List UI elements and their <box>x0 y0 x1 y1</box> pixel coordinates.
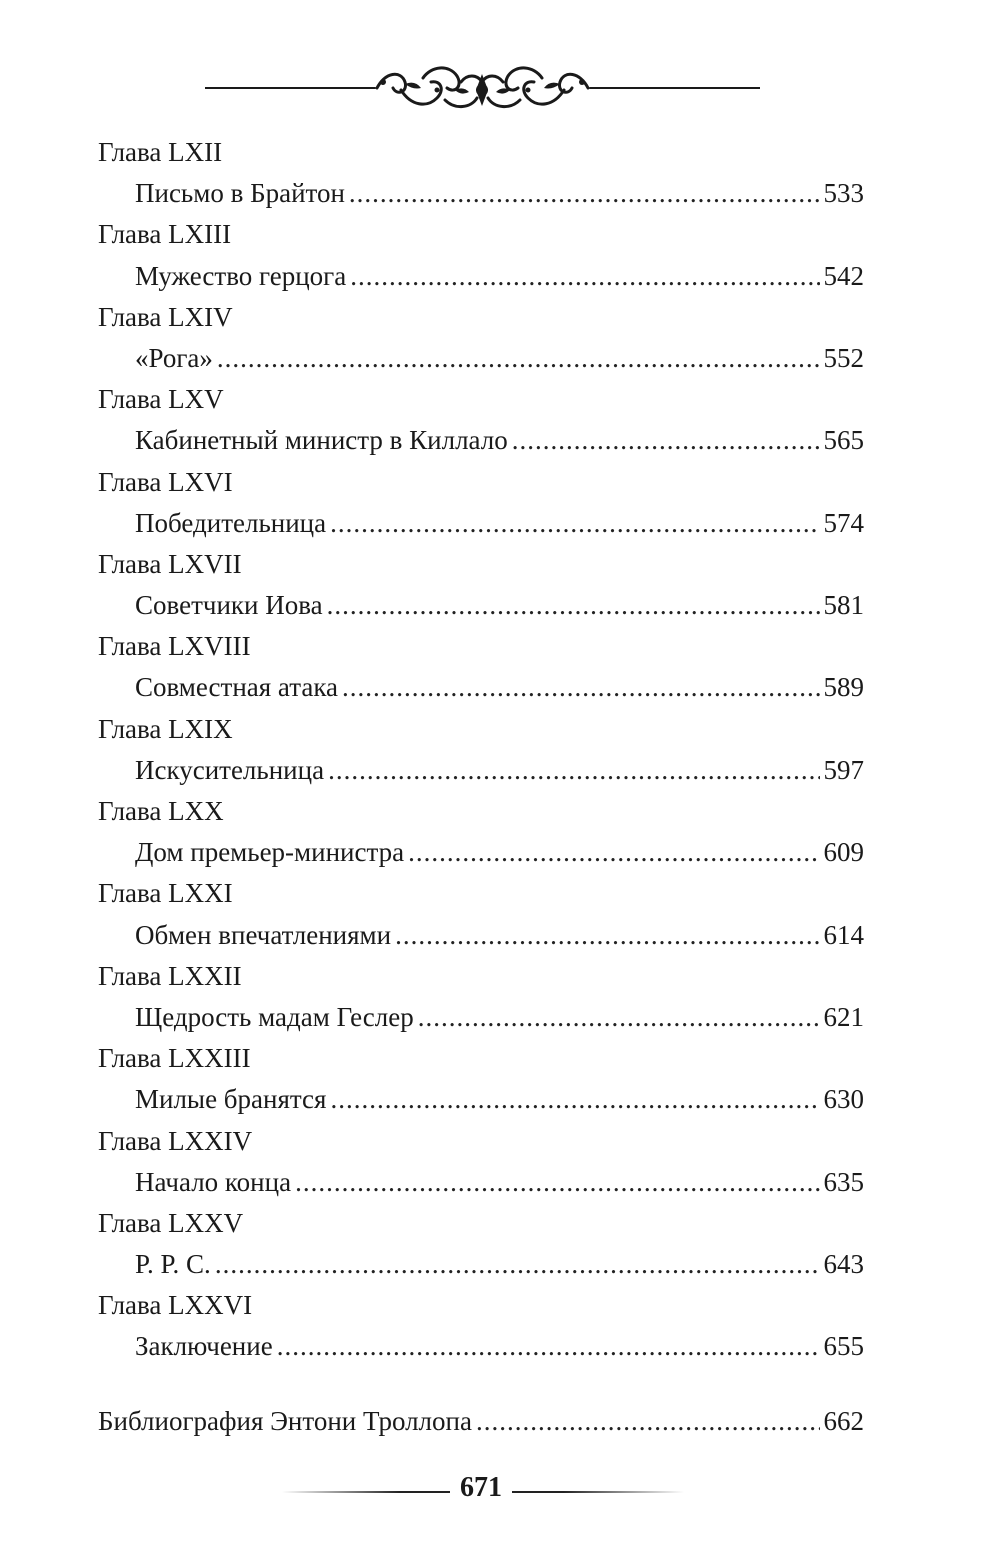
chapter-title: Заключение <box>135 1331 273 1362</box>
footer-rule-right <box>512 1491 684 1493</box>
page-reference: 630 <box>823 1084 864 1115</box>
dot-leader <box>418 997 820 1038</box>
chapter-label: Глава LXXI <box>98 878 233 909</box>
dot-leader <box>330 1079 819 1120</box>
chapter-title: Письмо в Брайтон <box>135 178 345 209</box>
page-reference: 589 <box>823 672 864 703</box>
footer-rule-left <box>282 1491 450 1493</box>
toc-chapter <box>98 544 864 626</box>
toc-entry[interactable] <box>98 338 864 379</box>
chapter-label: Глава LXVI <box>98 466 233 497</box>
dot-leader <box>395 915 819 956</box>
page-reference: 614 <box>823 919 864 950</box>
toc-entry[interactable] <box>98 750 864 791</box>
toc-chapter <box>98 1203 864 1285</box>
page-reference: 574 <box>823 507 864 538</box>
dot-leader <box>217 338 820 379</box>
chapter-label: Глава LXXII <box>98 960 242 991</box>
section-spacer <box>98 1368 864 1401</box>
table-of-contents <box>98 132 864 1442</box>
toc-entry[interactable] <box>98 1079 864 1120</box>
toc-entry[interactable] <box>98 832 864 873</box>
page-reference: 662 <box>823 1405 864 1436</box>
dot-leader <box>349 173 820 214</box>
dot-leader <box>215 1244 820 1285</box>
toc-entry[interactable] <box>98 420 864 461</box>
toc-chapter <box>98 626 864 708</box>
toc-chapter <box>98 297 864 379</box>
page-footer <box>0 1468 1000 1514</box>
page-number: 671 <box>460 1472 502 1503</box>
chapter-title: Совместная атака <box>135 672 339 703</box>
bibliography-title: Библиография Энтони Троллопа <box>98 1405 472 1436</box>
toc-chapter <box>98 1038 864 1120</box>
dot-leader <box>328 750 819 791</box>
chapter-title: Милые бранятся <box>135 1084 327 1115</box>
chapter-title: Советчики Иова <box>135 590 323 621</box>
chapter-title: Победительница <box>135 507 327 538</box>
dot-leader <box>342 667 819 708</box>
chapter-label: Глава LXVIII <box>98 631 251 662</box>
toc-entry[interactable] <box>98 667 864 708</box>
toc-entry[interactable] <box>98 1326 864 1367</box>
chapter-title: Кабинетный министр в Киллало <box>135 425 508 456</box>
chapter-label: Глава LXX <box>98 796 224 826</box>
chapter-title: «Рога» <box>135 342 213 373</box>
toc-chapter <box>98 379 864 461</box>
chapter-label: Глава LXII <box>98 137 223 167</box>
chapter-label: Глава LXXVI <box>98 1290 253 1321</box>
page-reference: 552 <box>823 342 864 373</box>
toc-entry[interactable] <box>98 915 864 956</box>
chapter-title: Искусительница <box>135 754 325 785</box>
dot-leader <box>330 503 819 544</box>
toc-entry[interactable] <box>98 1162 864 1203</box>
toc-chapter <box>98 132 864 214</box>
toc-chapter <box>98 956 864 1038</box>
toc-entry[interactable] <box>98 503 864 544</box>
toc-chapter <box>98 214 864 296</box>
toc-chapter <box>98 1285 864 1367</box>
chapter-title: Дом премьер-министра <box>135 837 405 868</box>
toc-chapter <box>98 709 864 791</box>
page-reference: 533 <box>823 178 864 209</box>
page-reference: 609 <box>823 837 864 868</box>
dot-leader <box>350 256 819 297</box>
toc-chapter <box>98 1121 864 1203</box>
page-reference: 621 <box>823 1001 864 1032</box>
chapter-title: Начало конца <box>135 1166 292 1197</box>
chapter-title: Обмен впечатлениями <box>135 919 392 950</box>
toc-entry[interactable] <box>98 585 864 626</box>
dot-leader <box>408 832 819 873</box>
chapter-label: Глава LXXIV <box>98 1125 253 1156</box>
page-reference: 542 <box>823 260 864 291</box>
page-reference: 655 <box>823 1331 864 1362</box>
chapter-label: Глава LXVII <box>98 548 242 579</box>
chapter-label: Глава LXV <box>98 384 224 415</box>
dot-leader <box>277 1326 820 1367</box>
chapter-title: P. P. C. <box>135 1249 211 1280</box>
header-ornament-icon <box>205 60 760 116</box>
toc-entry[interactable] <box>98 173 864 214</box>
chapter-label: Глава LXIV <box>98 301 233 332</box>
chapter-title: Щедрость мадам Геслер <box>135 1001 414 1032</box>
toc-chapter <box>98 873 864 955</box>
chapter-label: Глава LXXV <box>98 1207 244 1238</box>
toc-entry[interactable] <box>98 256 864 297</box>
chapter-label: Глава LXIII <box>98 219 232 250</box>
chapter-label: Глава LXIX <box>98 713 233 744</box>
page-reference: 565 <box>823 425 864 456</box>
toc-entry-bibliography[interactable] <box>98 1401 864 1442</box>
dot-leader <box>512 420 820 461</box>
toc-entry[interactable] <box>98 1244 864 1285</box>
chapter-title: Мужество герцога <box>135 260 347 291</box>
toc-entry[interactable] <box>98 997 864 1038</box>
page-reference: 643 <box>823 1249 864 1280</box>
page-reference: 597 <box>823 754 864 785</box>
toc-chapter <box>98 791 864 873</box>
dot-leader <box>476 1401 820 1442</box>
page-reference: 635 <box>823 1166 864 1197</box>
dot-leader <box>295 1162 819 1203</box>
toc-chapter <box>98 462 864 544</box>
dot-leader <box>327 585 820 626</box>
chapter-label: Глава LXXIII <box>98 1043 251 1074</box>
page-reference: 581 <box>823 590 864 621</box>
